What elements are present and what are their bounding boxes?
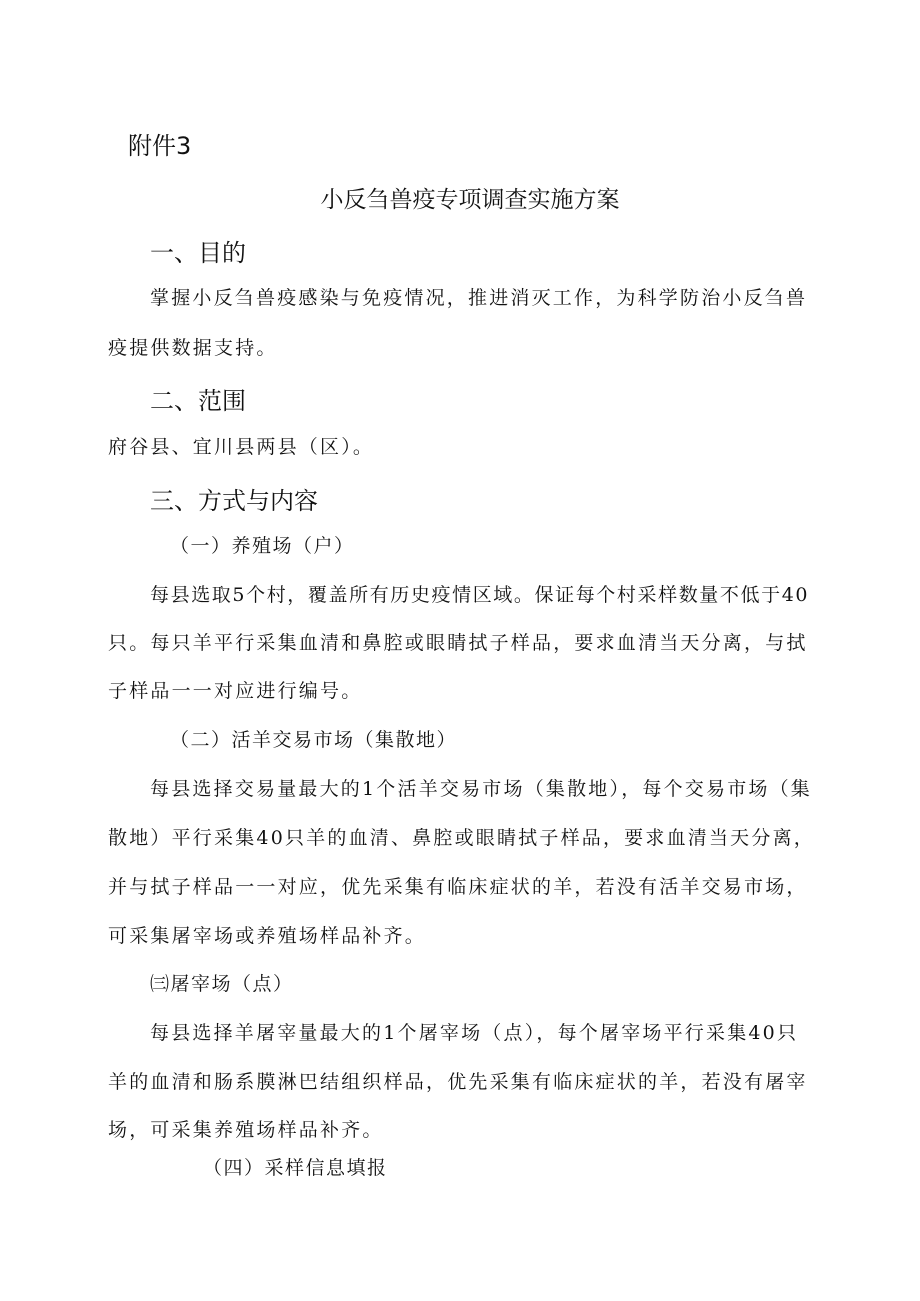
paragraph-line: 掌握小反刍兽疫感染与免疫情况，推进消灭工作，为科学防治小反刍兽: [150, 287, 808, 309]
paragraph-line: 可采集屠宰场或养殖场样品补齐。: [108, 925, 427, 947]
paragraph-line: 只。每只羊平行采集血清和鼻腔或眼睛拭子样品，要求血清当天分离，与拭: [108, 632, 808, 654]
section-heading-scope: 二、范围: [150, 387, 246, 415]
subheading-farms: （一）养殖场（户）: [170, 535, 355, 557]
section-heading-purpose: 一、目的: [150, 239, 246, 267]
paragraph-line: 并与拭子样品一一对应，优先采集有临床症状的羊，若没有活羊交易市场，: [108, 876, 808, 898]
paragraph-line: 散地）平行采集40只羊的血清、鼻腔或眼睛拭子样品，要求血清当天分离，: [108, 827, 815, 849]
paragraph-line: 场，可采集养殖场样品补齐。: [108, 1119, 384, 1141]
paragraph-line: 每县选择交易量最大的1个活羊交易市场（集散地），每个交易市场（集: [150, 778, 812, 800]
document-title: 小反刍兽疫专项调查实施方案: [320, 187, 620, 213]
paragraph-line: 羊的血清和肠系膜淋巴结组织样品，优先采集有临床症状的羊，若没有屠宰: [108, 1071, 808, 1093]
subheading-slaughter: ㈢屠宰场（点）: [150, 973, 294, 995]
paragraph-line: 疫提供数据支持。: [108, 337, 278, 359]
paragraph-line: 每县选择羊屠宰量最大的1个屠宰场（点），每个屠宰场平行采集40只: [150, 1022, 799, 1044]
subheading-markets: （二）活羊交易市场（集散地）: [170, 729, 458, 751]
paragraph-line: 每县选取5个村，覆盖所有历史疫情区域。保证每个村采样数量不低于40: [150, 584, 810, 606]
subheading-info: （四）采样信息填报: [203, 1157, 388, 1179]
attachment-label: 附件3: [128, 132, 192, 160]
paragraph-line: 府谷县、宜川县两县（区）。: [108, 436, 375, 458]
paragraph-line: 子样品一一对应进行编号。: [108, 680, 363, 702]
section-heading-method: 三、方式与内容: [150, 487, 318, 515]
